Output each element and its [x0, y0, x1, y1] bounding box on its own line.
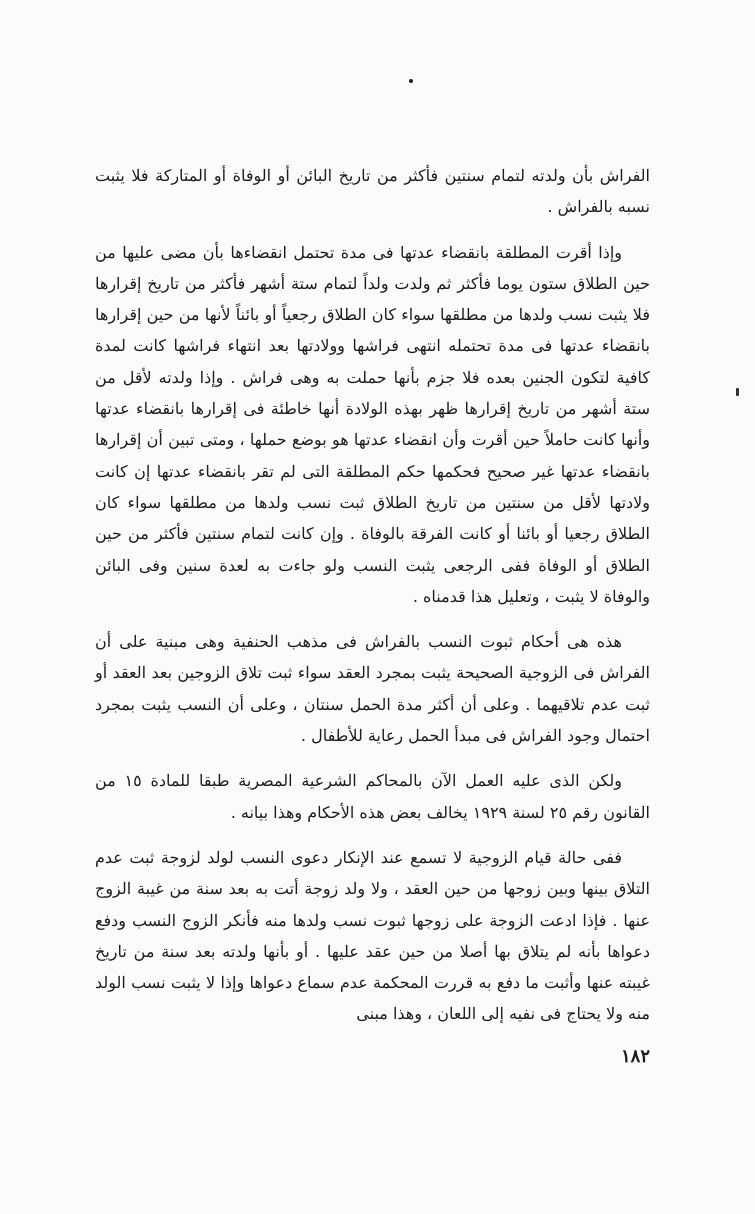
body-text [95, 160, 650, 1044]
paragraph-3: هذه هى أحكام ثبوت النسب بالفراش فى مذهب الحنفية وهى مبنية على أن الفراش فى الزوجية الصحيحة يثبت بمجرد العقد سواء ثبت تلاق الزوجين بعد العقد أو ثبت عدم تلاقيهما . وعلى أن أكثر مدة الحمل سنتان ، وعلى أن النسب يثبت بمجرد احتمال وجود الفراش فى مبدأ الحمل رعاية للأطفال . [95, 632, 650, 746]
paragraph-1: الفراش بأن ولدته لتمام سنتين فأكثر من تاريخ البائن أو الوفاة أو المتاركة فلا يثبت نسبه بالفراش . [95, 166, 650, 217]
paragraph-2: وإذا أقرت المطلقة بانقضاء عدتها فى مدة تحتمل انقضاءها بأن مضى عليها من حين الطلاق ستون يوما فأكثر ثم ولدت ولداً لتمام ستة أشهر فأكثر من تاريخ إقرارها فلا يثبت نسب ولدها من مطلقها سواء كان الطلاق رجعياً أو بائناً لأنها من حين إقرارها بانقضاء عدتها فى مدة تحتمله انتهى فراشها وولادتها بعد انتهاء فراشها كانت لمدة كافية لتكون الجنين بعده فلا جزم بأنها حملت به وهى فراش . وإذا ولدته لأقل من ستة أشهر من تاريخ إقرارها ظهر بهذه الولادة أنها خاطئة فى إقرارها بانقضاء عدتها وأنها كانت حاملاً حين أقرت وأن انقضاء عدتها هو بوضع حملها ، ومتى تبين أن إقرارها بانقضاء عدتها غير صحيح فحكمها حكم المطلقة التى لم تقر بانقضاء عدتها إن كانت ولادتها لأقل من سنتين من تاريخ الطلاق ثبت نسب ولدها من مطلقها سواء كان الطلاق رجعيا أو بائنا أو كانت الفرقة بالوفاة . وإن كانت لتمام سنتين فأكثر من حين الطلاق أو الوفاة ففى الرجعى يثبت النسب ولو جاءت به لعدة سنين وفى البائن والوفاة لا يثبت ، وتعليل هذا قدمناه . [95, 242, 651, 606]
margin-mark [736, 388, 739, 396]
paragraph-5: ففى حالة قيام الزوجية لا تسمع عند الإنكار دعوى النسب لولد لزوجة ثبت عدم التلاق بينها وبين زوجها من حين العقد ، ولا ولد زوجة أتت به بعد سنة من غيبة الزوج عنها . فإذا ادعت الزوجة على زوجها ثبوت نسب ولدها منه فأنكر الزوج النسب ودفع دعواها بأنه لم يتلاق بها أصلا من حين عقد عليها . أو بأنها ولدته بعد سنة من تاريخ غيبته عنها وأثبت ما دفع به قررت المحكمة عدم سماع دعواها وإذا لا يثبت نسب الولد منه ولا يحتاج فى نفيه إلى اللعان ، وهذا مبنى [95, 847, 650, 1024]
paragraph-4: ولكن الذى عليه العمل الآن بالمحاكم الشرعية المصرية طبقا للمادة ١٥ من القانون رقم ٢٥ لسنة ١٩٢٩ يخالف بعض هذه الأحكام وهذا بيانه . [95, 771, 650, 822]
top-dot-mark [409, 79, 413, 83]
page-number: ١٨٢ [620, 1046, 650, 1067]
